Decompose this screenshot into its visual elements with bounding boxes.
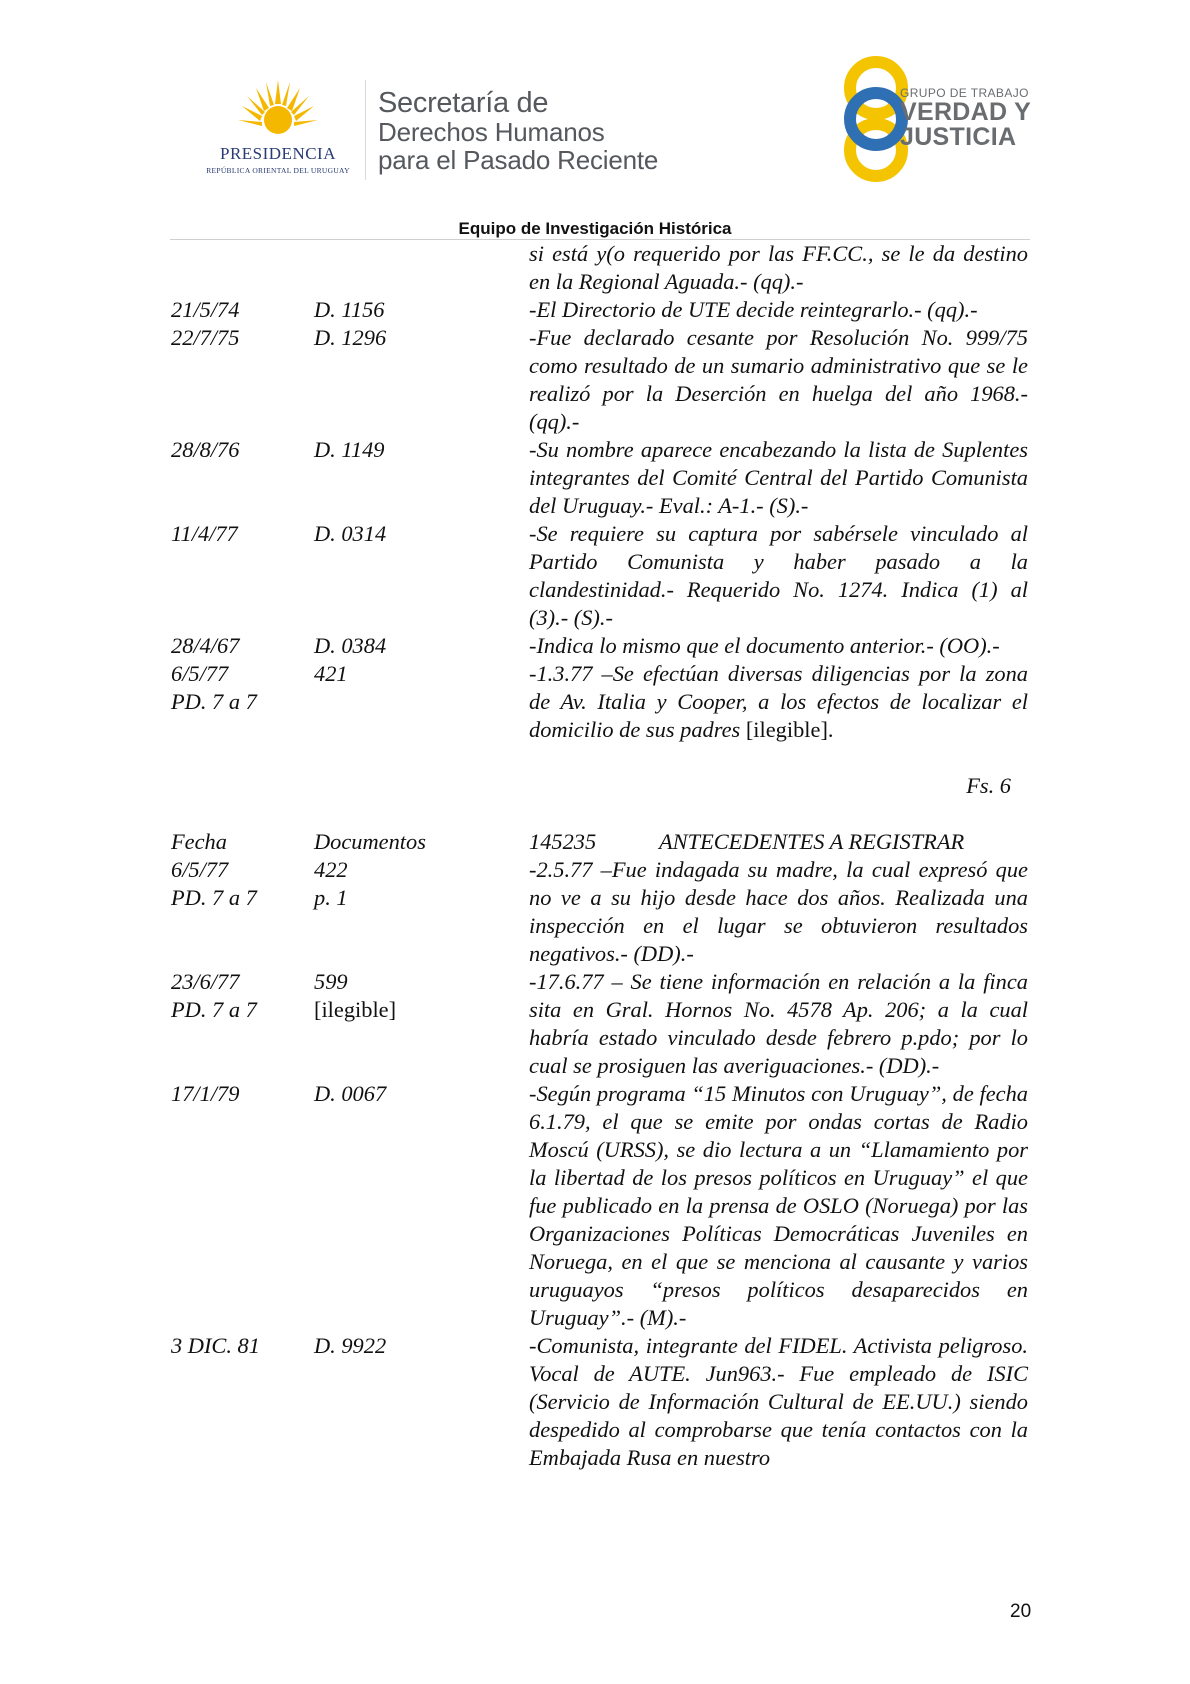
record-date: 11/4/77: [171, 521, 238, 546]
grupo-line2: VERDAD Y: [900, 98, 1032, 126]
record-text: si está y(o requerido por las FF.CC., se le da destino en la Regional Aguada.- (qq).-: [529, 241, 1028, 294]
folio-number: Fs. 6: [966, 773, 1011, 798]
secretaria-line1: Secretaría de: [378, 87, 549, 119]
sun-icon: [238, 78, 318, 142]
page-header: [0, 0, 1190, 238]
secretaria-line2: Derechos Humanos: [378, 117, 605, 147]
record-date-line1: 23/6/77: [171, 969, 240, 994]
record-date: 3 DIC. 81: [171, 1333, 260, 1358]
record-text: -El Directorio de UTE decide reintegrarlo.- (qq).-: [529, 297, 978, 322]
record-doc: D. 1156: [314, 297, 385, 322]
record-date: 17/1/79: [171, 1081, 240, 1106]
record-doc-line1: 599: [314, 969, 348, 994]
record-doc: [314, 968, 514, 1024]
record-date-line2: PD. 7 a 7: [171, 997, 257, 1022]
record-row: [171, 520, 1031, 632]
record-date-line2: PD. 7 a 7: [171, 689, 257, 714]
record-date: 22/7/75: [171, 325, 240, 350]
record-number: 145235: [529, 829, 597, 854]
column-header-antecedentes: [529, 828, 1028, 856]
record-row: [171, 968, 1031, 1080]
record-text-main: -1.3.77 –Se efectúan diversas diligencias por la zona de Av. Italia y Cooper, a los efectos de localizar el domicilio de sus padres: [529, 661, 1028, 742]
record-text: -Comunista, integrante del FIDEL. Activista peligroso. Vocal de AUTE. Jun963.- Fue empleado de ISIC (Servicio de Información Cultural de EE.UU.) siendo despedido al comprobarse que tenía contactos con la Embajada Rusa en nuestro: [529, 1333, 1028, 1470]
secretaria-name: [378, 88, 658, 174]
record-row: [171, 1080, 1031, 1332]
record-text: -17.6.77 – Se tiene información en relación a la finca sita en Gral. Hornos No. 4578 Ap. 206; a la cual habría estado vinculado desde febrero p.pdo; por lo cual se prosiguen las averiguaciones.- (DD).-: [529, 969, 1028, 1078]
record-doc-line2: p. 1: [314, 885, 348, 910]
grupo-line1: GRUPO DE TRABAJO: [900, 86, 1029, 100]
secretaria-line3: para el Pasado Reciente: [378, 145, 659, 175]
grupo-trabajo-name: [900, 86, 1031, 150]
record-row: [171, 632, 1031, 660]
record-date: [171, 856, 311, 912]
record-text-illegible: [ilegible].: [740, 717, 834, 742]
record-text: -Su nombre aparece encabezando la lista de Suplentes integrantes del Comité Central del Partido Comunista del Uruguay.- Eval.: A-1.- (S).-: [529, 437, 1028, 518]
record-text: -Se requiere su captura por sabérsele vinculado al Partido Comunista y haber pasado a la clandestinidad.- Requerido No. 1274. Indica (1) al (3).- (S).-: [529, 521, 1028, 630]
column-header-date: Fecha: [171, 829, 227, 854]
record-doc: 421: [314, 661, 348, 686]
document-body: [171, 240, 1031, 1472]
record-text: [529, 660, 1028, 744]
record-text: -Indica lo mismo que el documento anterior.- (OO).-: [529, 633, 1000, 658]
record-row: [171, 660, 1031, 744]
page-number: 20: [1010, 1601, 1032, 1622]
record-date: 28/4/67: [171, 633, 240, 658]
record-row: [171, 324, 1031, 436]
record-row: [171, 856, 1031, 968]
record-doc: D. 9922: [314, 1333, 387, 1358]
record-text: -Según programa “15 Minutos con Uruguay”, de fecha 6.1.79, el que se emite por ondas cortas de Radio Moscú (URSS), se dio lectura a un “Llamamiento por la libertad de los presos políticos en Uruguay” el que fue publicado en la prensa de OSLO (Noruega) por las Organizaciones Políticas Democráticas Juveniles en Noruega, en el que se menciona al causante y varios uruguayos “presos políticos desaparecidos en Uruguay”.- (M).-: [529, 1081, 1028, 1330]
record-date: 21/5/74: [171, 297, 240, 322]
record-text: -Fue declarado cesante por Resolución No. 999/75 como resultado de un sumario administrativo que se le realizó por la Deserción en huelga del año 1968.- (qq).-: [529, 325, 1028, 434]
team-title: Equipo de Investigación Histórica: [458, 219, 732, 238]
record-doc: D. 0384: [314, 633, 387, 658]
record-date-line2: PD. 7 a 7: [171, 885, 257, 910]
record-doc: D. 1149: [314, 437, 385, 462]
record-row: [171, 240, 1031, 296]
antecedentes-title: ANTECEDENTES A REGISTRAR: [659, 829, 965, 854]
header-divider: [365, 80, 366, 180]
presidencia-subtitle: REPÚBLICA ORIENTAL DEL URUGUAY: [206, 166, 350, 175]
record-row: [171, 296, 1031, 324]
record-date: 28/8/76: [171, 437, 240, 462]
record-date-line1: 6/5/77: [171, 857, 229, 882]
record-doc-line2: [ilegible]: [314, 997, 397, 1022]
record-date: [171, 660, 311, 716]
record-date: [171, 968, 311, 1024]
record-doc: [314, 856, 514, 912]
presidencia-logo: [198, 78, 358, 178]
column-header-documents: Documentos: [314, 829, 426, 854]
table-header-row: [171, 828, 1031, 856]
spacer: [171, 800, 1031, 828]
record-doc: D. 1296: [314, 325, 387, 350]
record-row: [171, 1332, 1031, 1472]
grupo-line3: JUSTICIA: [900, 123, 1017, 151]
record-row: [171, 436, 1031, 520]
record-doc: D. 0314: [314, 521, 387, 546]
record-doc-line1: 422: [314, 857, 348, 882]
record-text: -2.5.77 –Fue indagada su madre, la cual expresó que no ve a su hijo desde hace dos años. Realizada una inspección en el lugar se obtuvieron resultados negativos.- (DD).-: [529, 857, 1028, 966]
record-doc: D. 0067: [314, 1081, 387, 1106]
spacer: [171, 744, 1031, 772]
presidencia-name: PRESIDENCIA: [219, 144, 336, 163]
record-date-line1: 6/5/77: [171, 661, 229, 686]
